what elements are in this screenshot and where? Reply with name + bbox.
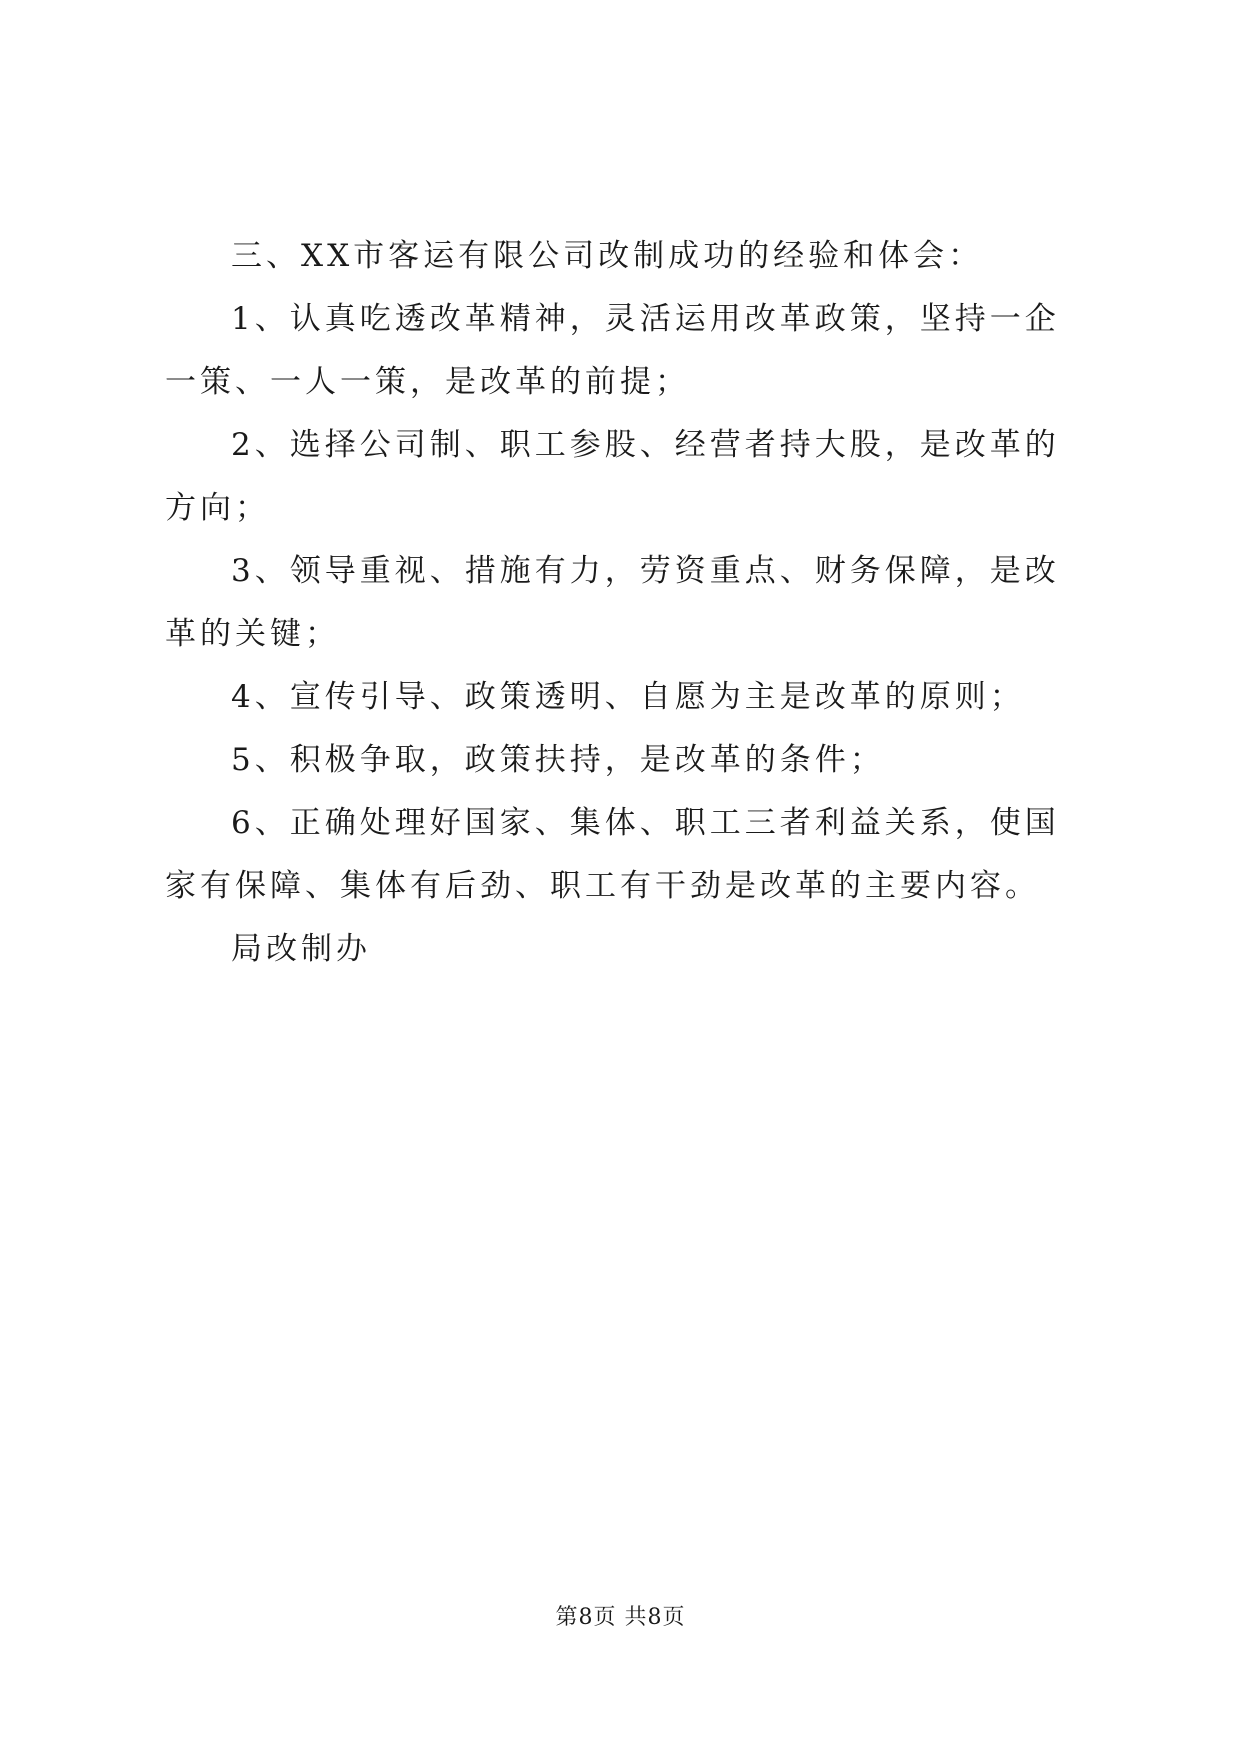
list-item-1: 1、认真吃透改革精神，灵活运用改革政策，坚持一企一策、一人一策，是改革的前提；: [165, 301, 1060, 400]
section-heading: 三、XX市客运有限公司改制成功的经验和体会：: [231, 238, 984, 274]
list-item-5: 5、积极争取，政策扶持，是改革的条件；: [231, 742, 885, 778]
list-item-6: 6、正确处理好国家、集体、职工三者利益关系，使国家有保障、集体有后劲、职工有干劲是改革的主要内容。: [165, 805, 1060, 904]
document-body: [165, 225, 1080, 981]
page-indicator: 第8页 共8页: [555, 1605, 686, 1630]
page-footer: [0, 1600, 1241, 1631]
list-item-3: 3、领导重视、措施有力，劳资重点、财务保障，是改革的关键；: [165, 553, 1060, 652]
list-item-2: 2、选择公司制、职工参股、经营者持大股，是改革的方向；: [165, 427, 1060, 526]
signature: 局改制办: [231, 931, 371, 967]
list-item-4: 4、宣传引导、政策透明、自愿为主是改革的原则；: [231, 679, 1025, 715]
